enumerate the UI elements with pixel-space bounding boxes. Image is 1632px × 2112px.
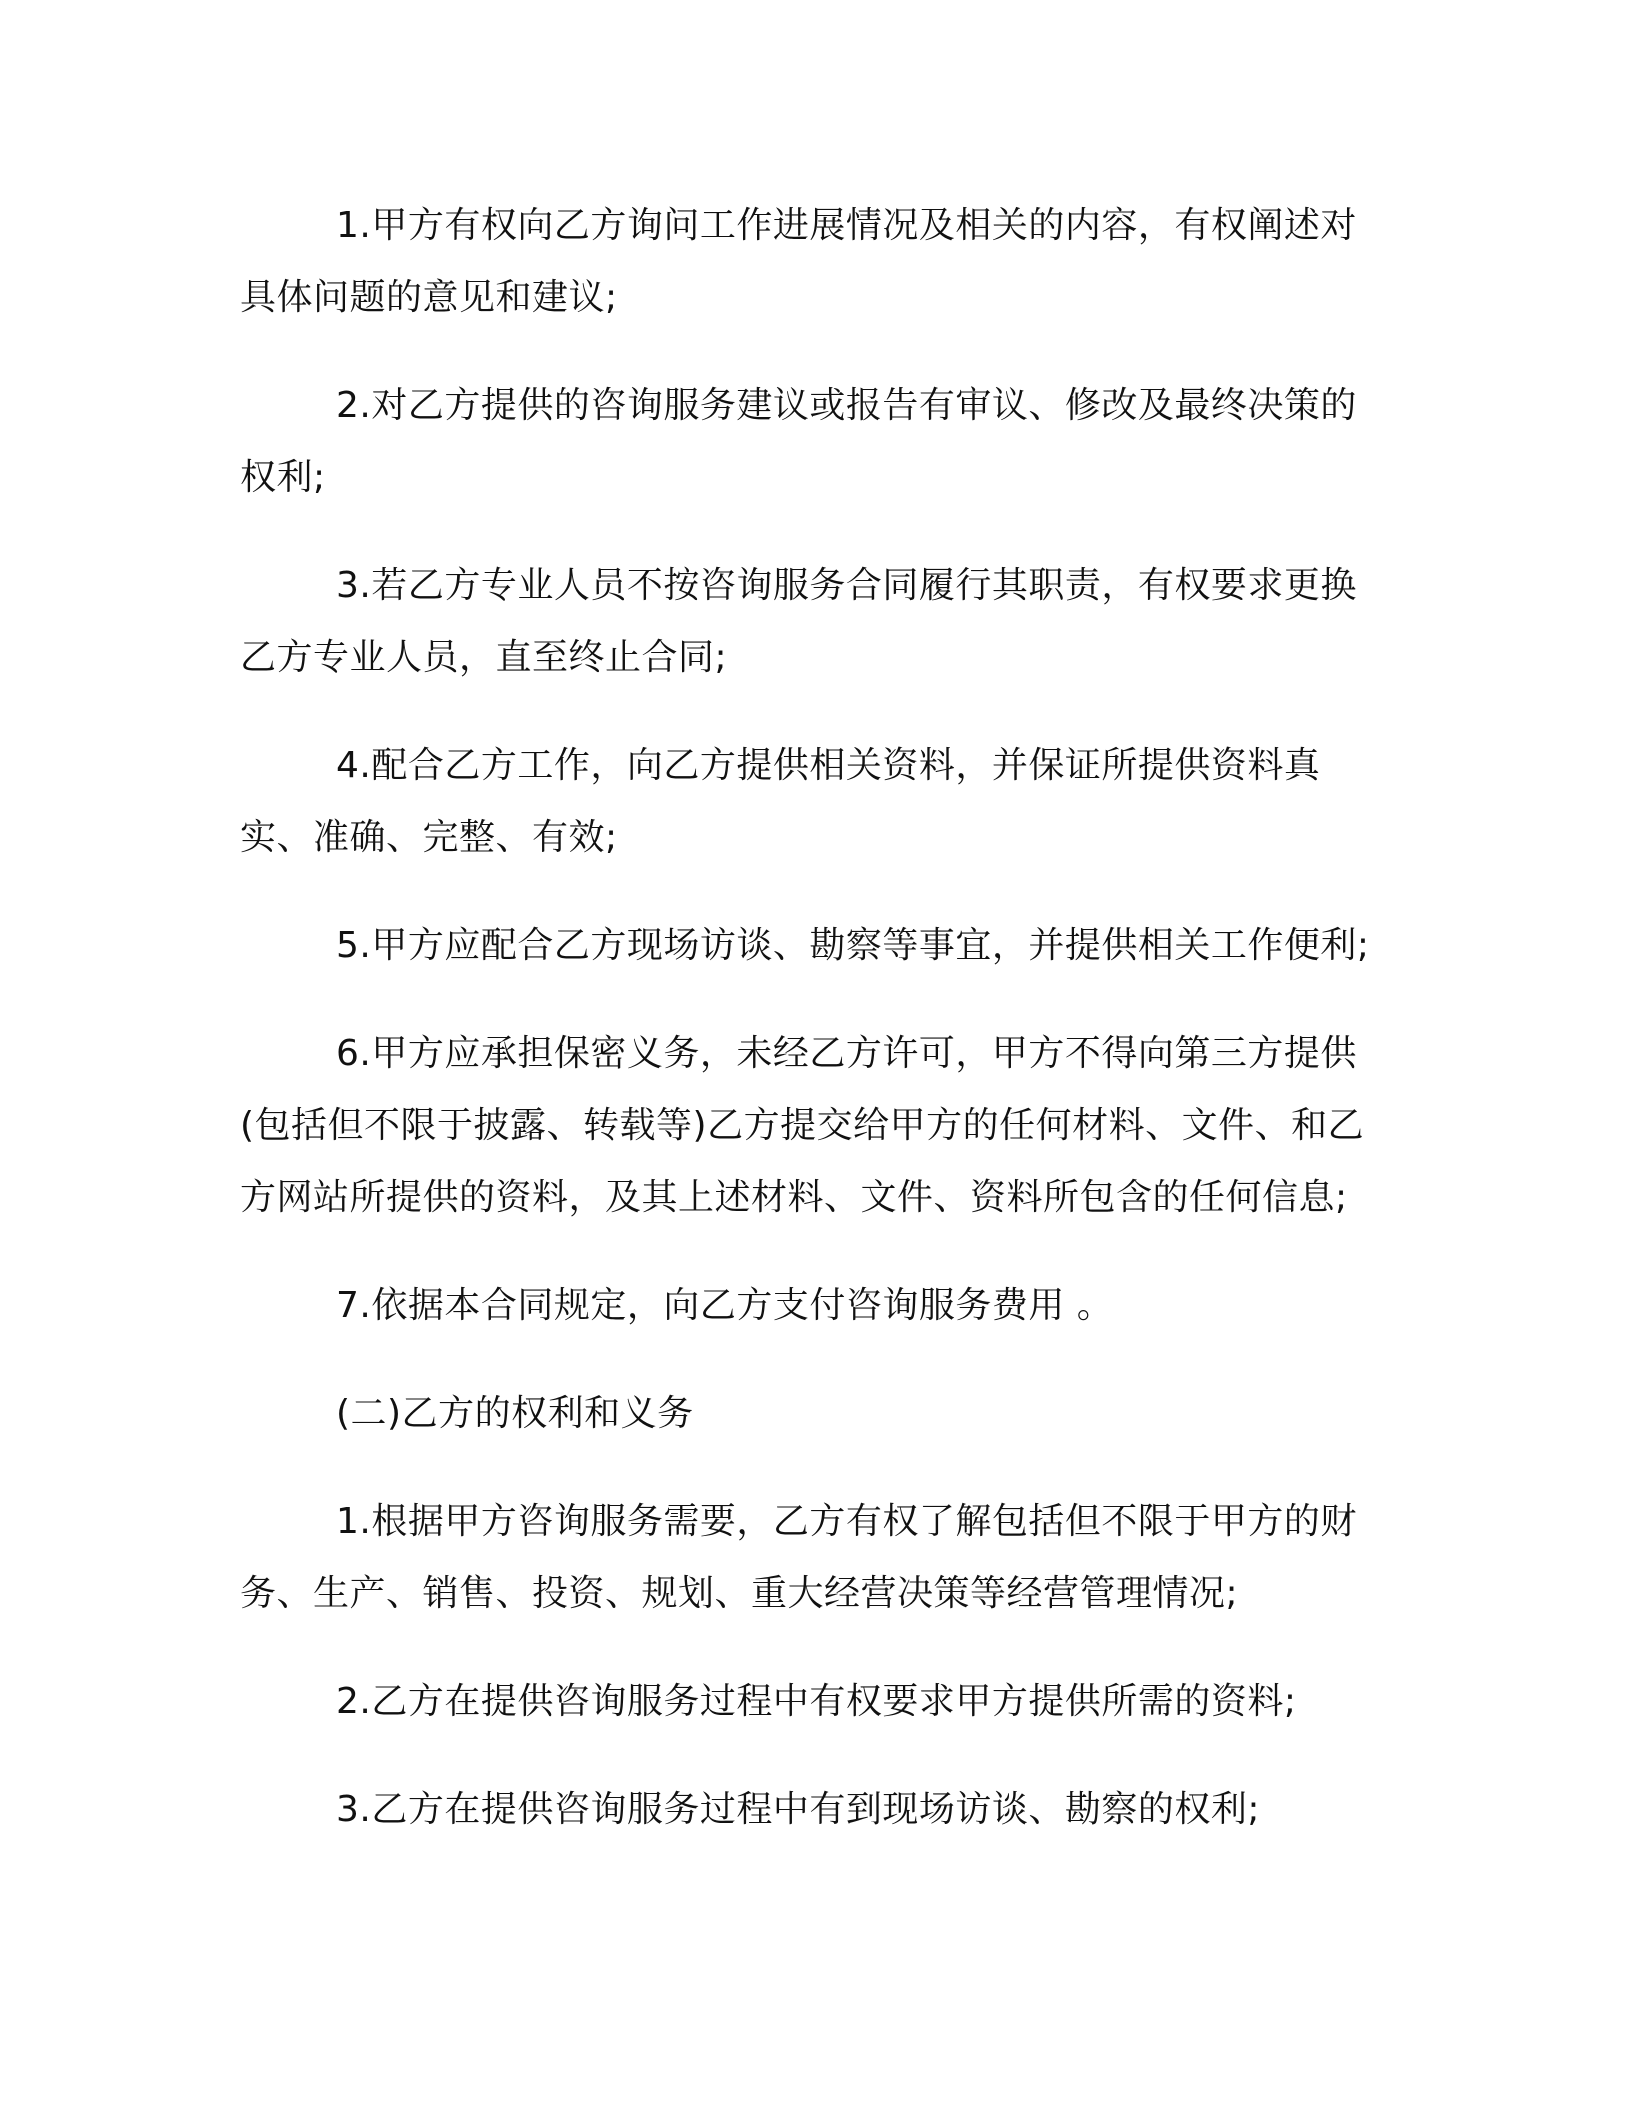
paragraph-party-b-right-1: 1.根据甲方咨询服务需要，乙方有权了解包括但不限于甲方的财务、生产、销售、投资、规划、重大经营决策等经营管理情况; <box>240 1501 1357 1614</box>
paragraph-party-a-right-3: 3.若乙方专业人员不按咨询服务合同履行其职责，有权要求更换乙方专业人员，直至终止合同; <box>240 565 1357 678</box>
paragraph-party-a-duty-4: 4.配合乙方工作，向乙方提供相关资料，并保证所提供资料真实、准确、完整、有效; <box>240 745 1321 858</box>
paragraph-party-a-duty-7: 7.依据本合同规定，向乙方支付咨询服务费用 。 <box>336 1285 1114 1326</box>
paragraph-party-a-duty-5: 5.甲方应配合乙方现场访谈、勘察等事宜，并提供相关工作便利; <box>336 925 1370 966</box>
paragraph-party-a-right-1: 1.甲方有权向乙方询问工作进展情况及相关的内容，有权阐述对具体问题的意见和建议; <box>240 205 1357 318</box>
document-body <box>240 190 1392 1882</box>
paragraph-party-a-duty-6: 6.甲方应承担保密义务，未经乙方许可，甲方不得向第三方提供(包括但不限于披露、转载等)乙方提交给甲方的任何材料、文件、和乙方网站所提供的资料，及其上述材料、文件、资料所包含的任何信息; <box>240 1033 1365 1218</box>
paragraph-party-a-right-2: 2.对乙方提供的咨询服务建议或报告有审议、修改及最终决策的权利; <box>240 385 1357 498</box>
paragraph-party-b-right-2: 2.乙方在提供咨询服务过程中有权要求甲方提供所需的资料; <box>336 1681 1297 1722</box>
paragraph-party-b-right-3: 3.乙方在提供咨询服务过程中有到现场访谈、勘察的权利; <box>336 1789 1260 1830</box>
section-heading-party-b: (二)乙方的权利和义务 <box>336 1393 694 1434</box>
